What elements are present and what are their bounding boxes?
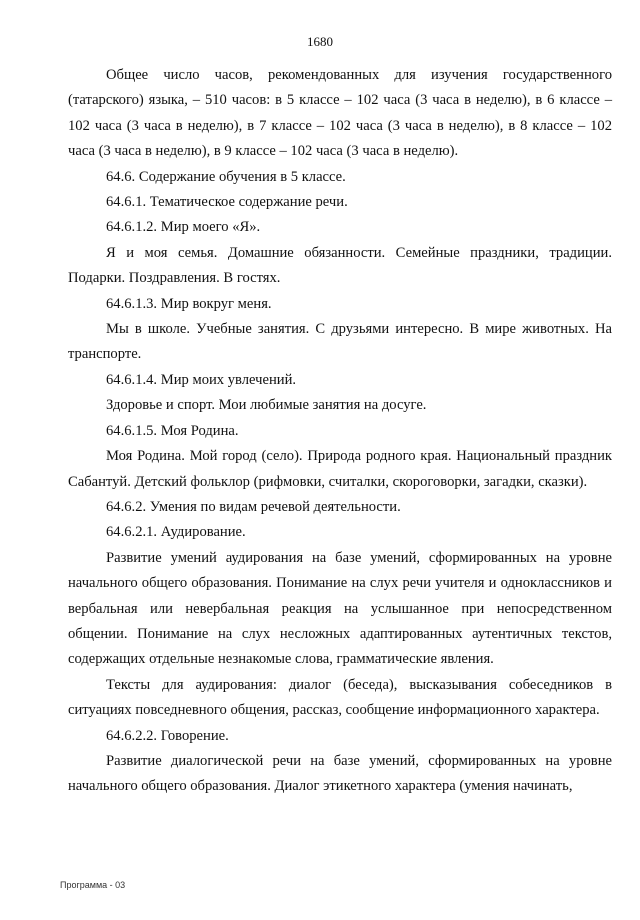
document-body bbox=[68, 63, 612, 800]
heading-64-6-1-3: 64.6.1.3. Мир вокруг меня. bbox=[106, 295, 272, 312]
paragraph-listening: Развитие умений аудирования на базе умений, сформированных на уровне начального общего образования. Понимание на слух речи учителя и одноклассников и вербальная или невербальная реакция на услышанное при непосредственном общении. Понимание на слух несложных адаптированных аутентичных текстов, содержащих отдельные незнакомые слова, грамматические явления. bbox=[68, 549, 612, 668]
paragraph-total-hours: Общее число часов, рекомендованных для изучения государственного (татарского) языка, – 510 часов: в 5 классе – 102 часа (3 часа в неделю), в 6 классе – 102 часа (3 часа в неделю), в 7 классе – 102 часа (3 часа в неделю), в 8 классе – 102 часа (3 часа в неделю), в 9 классе – 102 часа (3 часа в неделю). bbox=[68, 67, 612, 160]
heading-64-6-1-2: 64.6.1.2. Мир моего «Я». bbox=[106, 219, 261, 236]
paragraph-listening-texts: Тексты для аудирования: диалог (беседа), высказывания собеседников в ситуациях повседневного общения, рассказ, сообщение информационного характера. bbox=[68, 676, 612, 719]
paragraph-speaking: Развитие диалогической речи на базе умений, сформированных на уровне начального общего образования. Диалог этикетного характера (умения начинать, bbox=[68, 752, 612, 795]
page-number: 1680 bbox=[307, 34, 333, 49]
footer-label: Программа - 03 bbox=[60, 880, 126, 890]
heading-64-6-2-1: 64.6.2.1. Аудирование. bbox=[106, 524, 246, 541]
paragraph-family: Я и моя семья. Домашние обязанности. Семейные праздники, традиции. Подарки. Поздравления. В гостях. bbox=[68, 244, 612, 287]
heading-64-6-2-2: 64.6.2.2. Говорение. bbox=[106, 727, 229, 744]
heading-64-6-1: 64.6.1. Тематическое содержание речи. bbox=[106, 194, 348, 211]
heading-64-6-1-5: 64.6.1.5. Моя Родина. bbox=[106, 422, 239, 439]
heading-64-6-1-4: 64.6.1.4. Мир моих увлечений. bbox=[106, 371, 297, 388]
heading-64-6: 64.6. Содержание обучения в 5 классе. bbox=[106, 168, 346, 185]
paragraph-school: Мы в школе. Учебные занятия. С друзьями интересно. В мире животных. На транспорте. bbox=[68, 321, 612, 363]
paragraph-hobbies: Здоровье и спорт. Мои любимые занятия на досуге. bbox=[106, 397, 427, 414]
paragraph-homeland: Моя Родина. Мой город (село). Природа родного края. Национальный праздник Сабантуй. Детский фольклор (рифмовки, считалки, скороговорки, загадки, сказки). bbox=[68, 448, 612, 490]
heading-64-6-2: 64.6.2. Умения по видам речевой деятельности. bbox=[106, 498, 401, 515]
